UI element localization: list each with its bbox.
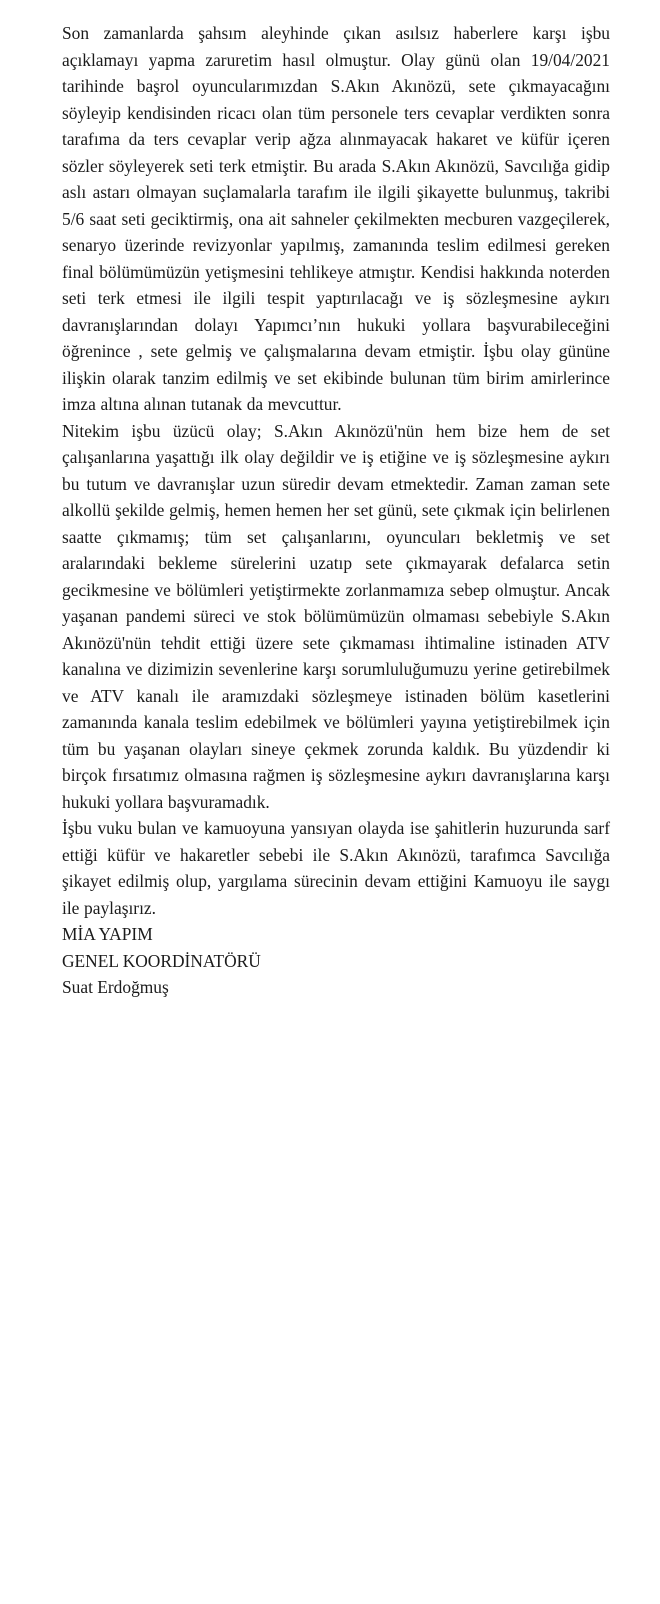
signature-block (62, 921, 610, 1001)
signature-position: GENEL KOORDİNATÖRÜ (62, 950, 261, 971)
signature-company: MİA YAPIM (62, 924, 153, 944)
statement-paragraph-1: Son zamanlarda şahsım aleyhinde çıkan asılsız haberlere karşı işbu açıklamayı yapma zaruretim hasıl olmuştur. Olay günü olan 19/04/2021 tarihinde başrol oyuncularımızdan S.Akın Akınözü, sete çıkmayacağını söyleyip kendisinden ricacı olan tüm personele ters cevaplar verdikten sonra tarafıma da ters cevaplar verip ağza alınmayacak hakaret ve küfür içeren sözler söyleyerek seti terk etmiştir. Bu arada S.Akın Akınözü, Savcılığa gidip aslı astarı olmayan suçlamalarla tarafım ile ilgili şikayette bulunmuş, takribi 5/6 saat seti geciktirmiş, ona ait sahneler çekilmekten mecburen vazgeçilerek, senaryo üzerinde revizyonlar yapılmış, zamanında teslim edilmesi gereken final bölümümüzün yetişmesini tehlikeye atmıştır. Kendisi hakkında noterden seti terk etmesi ile ilgili tespit yaptırılacağı ve iş sözleşmesine aykırı davranışlarından dolayı Yapımcı’nın hukuki yollara başvurabileceğini öğrenince , sete gelmiş ve çalışmalarına devam etmiştir. İşbu olay gününe ilişkin olarak tanzim edilmiş ve set ekibinde bulunan tüm birim amirlerince imza altına alınan tutanak da mevcuttur. (62, 23, 610, 414)
statement-paragraph-3: İşbu vuku bulan ve kamuoyuna yansıyan olayda ise şahitlerin huzurunda sarf ettiği küfür ve hakaretler sebebi ile S.Akın Akınözü, tarafımca Savcılığa şikayet edilmiş olup, yargılama sürecinin devam ettiğini Kamuoyu ile saygı ile paylaşırız. (62, 818, 610, 918)
statement-paragraph-2: Nitekim işbu üzücü olay; S.Akın Akınözü'nün hem bize hem de set çalışanlarına yaşattığı ilk olay değildir ve iş etiğine ve iş sözleşmesine aykırı bu tutum ve davranışlar uzun süredir devam etmektedir. Zaman zaman sete alkollü şekilde gelmiş, hemen hemen her set günü, sete çıkmak için belirlenen saatte çıkmamış; tüm set çalışanlarını, oyuncuları bekletmiş ve set aralarındaki bekleme sürelerini uzatıp sete çıkmayarak defalarca setin gecikmesine ve bölümleri yetiştirmekte zorlanmamıza sebep olmuştur. Ancak yaşanan pandemi süreci ve stok bölümümüzün olmaması sebebiyle S.Akın Akınözü'nün tehdit ettiği üzere sete çıkmaması ihtimaline istinaden ATV kanalına ve dizimizin sevenlerine karşı sorumluluğumuzu yerine getirebilmek ve ATV kanalı ile aramızdaki sözleşmeye istinaden bölüm kasetlerini zamanında kanala teslim edebilmek ve bölümleri yayına yetiştirebilmek için tüm bu yaşanan olayları sineye çekmek zorunda kaldık. Bu yüzdendir ki birçok fırsatımız olmasına rağmen iş sözleşmesine aykırı davranışlarına karşı hukuki yollara başvuramadık. (62, 420, 610, 812)
signature-name: Suat Erdoğmuş (62, 977, 169, 997)
